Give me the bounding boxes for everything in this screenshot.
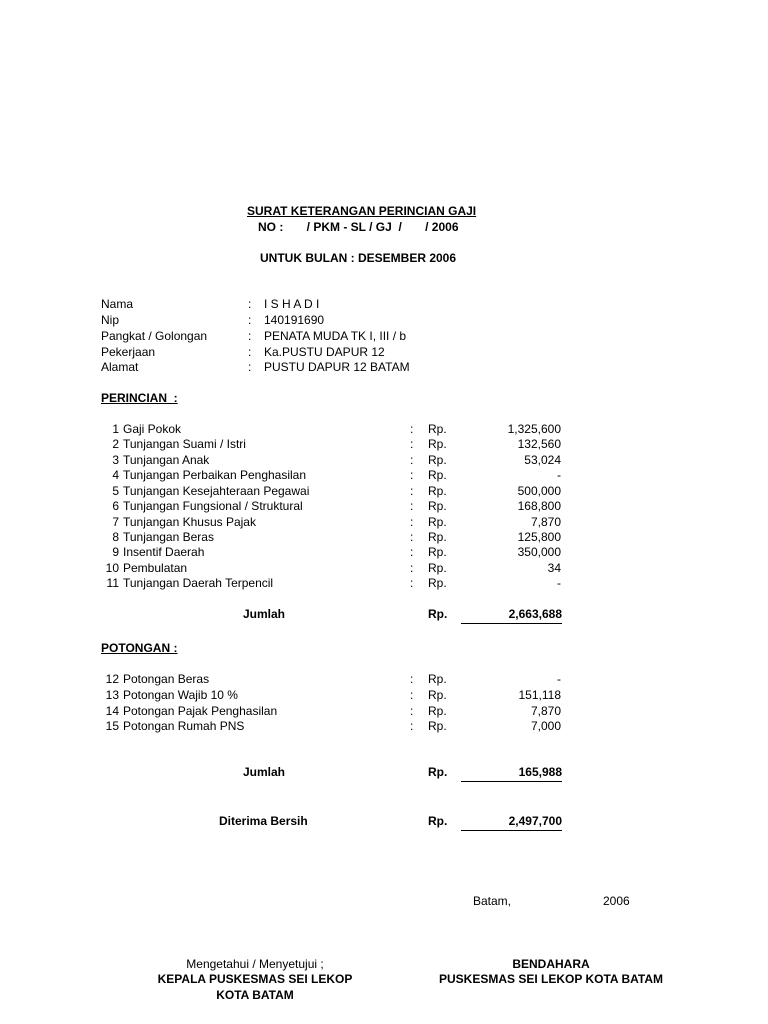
month-line: UNTUK BULAN : DESEMBER 2006 <box>260 251 457 265</box>
potongan-total-label: Jumlah <box>243 765 286 779</box>
employee-value: PENATA MUDA TK I, III / b <box>264 329 407 343</box>
item-name: Tunjangan Kesejahteraan Pegawai <box>123 484 310 498</box>
item-currency: Rp. <box>428 688 447 702</box>
item-amount: 350,000 <box>517 545 561 559</box>
item-currency: Rp. <box>428 484 447 498</box>
employee-label: Pangkat / Golongan <box>101 329 208 343</box>
item-amount: 7,000 <box>530 719 561 733</box>
item-name: Tunjangan Anak <box>123 453 210 467</box>
item-number: 5 <box>112 484 119 498</box>
item-currency: Rp. <box>428 530 447 544</box>
net-pay-label: Diterima Bersih <box>219 814 308 828</box>
employee-value: 140191690 <box>264 313 325 327</box>
item-number: 11 <box>106 576 119 590</box>
employee-label: Pekerjaan <box>101 345 156 359</box>
perincian-total-amount: 2,663,688 <box>461 607 562 624</box>
item-amount: - <box>557 468 561 482</box>
item-name: Tunjangan Khusus Pajak <box>123 515 256 529</box>
perincian-total-label: Jumlah <box>243 607 286 621</box>
approval-label: Mengetahui / Menyetujui ; <box>186 957 324 971</box>
item-amount: 1,325,600 <box>507 422 561 436</box>
item-sep: : <box>410 561 414 575</box>
item-amount: 34 <box>547 561 561 575</box>
item-amount: 53,024 <box>524 453 561 467</box>
item-amount: 125,800 <box>517 530 561 544</box>
item-number: 12 <box>105 672 119 686</box>
item-amount: 132,560 <box>517 437 561 451</box>
item-name: Potongan Rumah PNS <box>123 719 245 733</box>
potongan-total-currency: Rp. <box>428 765 448 779</box>
item-number: 2 <box>112 437 119 451</box>
item-name: Potongan Beras <box>123 672 210 686</box>
item-amount: - <box>557 576 561 590</box>
perincian-heading: PERINCIAN : <box>101 391 178 405</box>
perincian-total-currency: Rp. <box>428 607 448 621</box>
employee-sep: : <box>248 313 252 327</box>
item-sep: : <box>410 453 414 467</box>
item-currency: Rp. <box>428 545 447 559</box>
item-number: 13 <box>105 688 119 702</box>
item-number: 8 <box>112 530 119 544</box>
head-signatory-city: KOTA BATAM <box>216 988 294 1002</box>
item-sep: : <box>410 545 414 559</box>
employee-value: Ka.PUSTU DAPUR 12 <box>264 345 385 359</box>
item-sep: : <box>410 484 414 498</box>
item-sep: : <box>410 437 414 451</box>
item-currency: Rp. <box>428 468 447 482</box>
item-currency: Rp. <box>428 719 447 733</box>
document-number: NO : / PKM - SL / GJ / / 2006 <box>258 220 459 234</box>
employee-sep: : <box>248 360 252 374</box>
employee-sep: : <box>248 297 252 311</box>
item-amount: 500,000 <box>517 484 561 498</box>
item-sep: : <box>410 422 414 436</box>
potongan-total-amount: 165,988 <box>461 765 562 782</box>
item-name: Tunjangan Daerah Terpencil <box>123 576 274 590</box>
employee-label: Alamat <box>101 360 139 374</box>
item-name: Gaji Pokok <box>123 422 182 436</box>
item-name: Insentif Daerah <box>123 545 205 559</box>
item-amount: - <box>557 672 561 686</box>
treasurer-title: BENDAHARA <box>512 957 590 971</box>
net-pay-currency: Rp. <box>428 814 448 828</box>
item-currency: Rp. <box>428 515 447 529</box>
item-sep: : <box>410 576 414 590</box>
employee-value: I S H A D I <box>264 297 320 311</box>
item-name: Tunjangan Beras <box>123 530 214 544</box>
item-currency: Rp. <box>428 499 447 513</box>
item-number: 3 <box>112 453 119 467</box>
item-name: Tunjangan Perbaikan Penghasilan <box>123 468 307 482</box>
potongan-heading: POTONGAN : <box>101 641 178 655</box>
date-year: 2006 <box>603 894 630 908</box>
item-sep: : <box>410 515 414 529</box>
item-number: 14 <box>105 704 119 718</box>
item-number: 7 <box>112 515 119 529</box>
employee-value: PUSTU DAPUR 12 BATAM <box>264 360 410 374</box>
item-name: Tunjangan Fungsional / Struktural <box>123 499 303 513</box>
place-label: Batam, <box>473 894 512 908</box>
employee-label: Nama <box>101 297 134 311</box>
item-number: 15 <box>105 719 119 733</box>
item-sep: : <box>410 719 414 733</box>
item-sep: : <box>410 688 414 702</box>
item-amount: 168,800 <box>517 499 561 513</box>
item-number: 10 <box>105 561 119 575</box>
item-amount: 7,870 <box>530 515 561 529</box>
item-number: 1 <box>112 422 119 436</box>
document-title: SURAT KETERANGAN PERINCIAN GAJI <box>247 204 477 218</box>
item-number: 4 <box>112 468 119 482</box>
item-currency: Rp. <box>428 422 447 436</box>
employee-sep: : <box>248 329 252 343</box>
item-sep: : <box>410 672 414 686</box>
item-sep: : <box>410 704 414 718</box>
treasurer-institution: PUSKESMAS SEI LEKOP KOTA BATAM <box>438 972 663 986</box>
item-currency: Rp. <box>428 437 447 451</box>
head-signatory-title: KEPALA PUSKESMAS SEI LEKOP <box>157 972 353 986</box>
item-name: Potongan Pajak Penghasilan <box>123 704 278 718</box>
item-number: 9 <box>112 545 119 559</box>
item-name: Potongan Wajib 10 % <box>123 688 238 702</box>
item-currency: Rp. <box>428 672 447 686</box>
item-currency: Rp. <box>428 561 447 575</box>
item-currency: Rp. <box>428 704 447 718</box>
item-amount: 151,118 <box>518 688 561 702</box>
item-currency: Rp. <box>428 576 447 590</box>
employee-label: Nip <box>101 313 120 327</box>
item-sep: : <box>410 499 414 513</box>
net-pay-amount: 2,497,700 <box>461 814 562 831</box>
item-number: 6 <box>112 499 119 513</box>
item-currency: Rp. <box>428 453 447 467</box>
item-name: Tunjangan Suami / Istri <box>123 437 246 451</box>
employee-sep: : <box>248 345 252 359</box>
item-amount: 7,870 <box>530 704 561 718</box>
item-sep: : <box>410 468 414 482</box>
item-name: Pembulatan <box>123 561 188 575</box>
item-sep: : <box>410 530 414 544</box>
